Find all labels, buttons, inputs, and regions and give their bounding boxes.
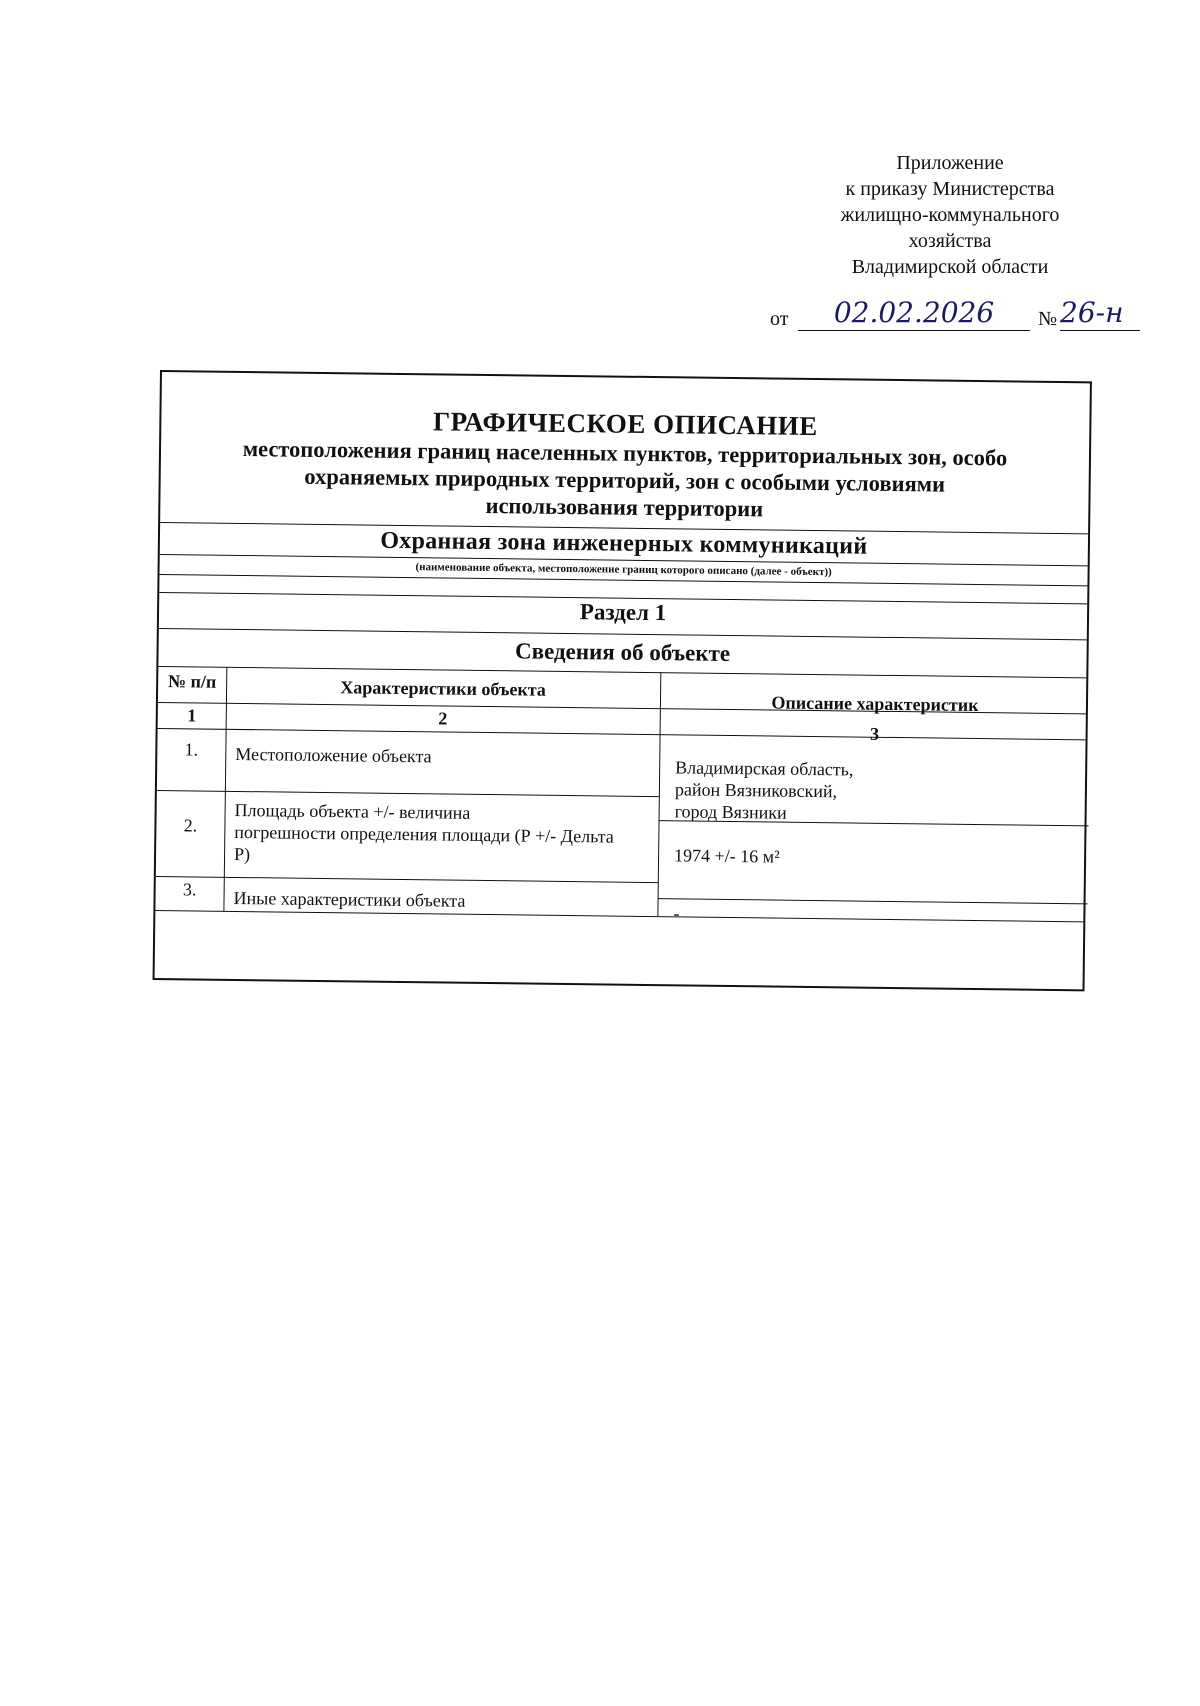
object-caption: (наименование объекта, местоположение границ которого описано (далее - объект))	[415, 561, 832, 579]
row-2-characteristic-line: Площадь объекта +/- величина	[234, 799, 471, 823]
appendix-line: Владимирской области	[851, 256, 1049, 278]
row-2-num: 2.	[183, 815, 198, 836]
header-description: Описание характеристик	[771, 692, 979, 716]
row-1-description	[675, 756, 1086, 827]
table-row-divider	[157, 790, 659, 797]
document-title: ГРАФИЧЕСКОЕ ОПИСАНИЕ	[432, 406, 818, 442]
appendix-line: жилищно-коммунального	[840, 204, 1060, 226]
row-1-description-line: город Вязники	[674, 801, 787, 823]
table-row-divider	[156, 876, 658, 883]
title-block	[160, 402, 1089, 526]
row-1-num: 1.	[184, 739, 199, 760]
order-number-handwritten: 26-н	[1060, 296, 1140, 331]
row-1-description-line: район Вязниковский,	[674, 779, 838, 802]
row-2-description: 1974 +/- 16 м²	[673, 845, 780, 867]
appendix-header	[800, 150, 1100, 280]
col-number-1: 1	[187, 705, 197, 726]
row-3-characteristic: Иные характеристики объекта	[233, 887, 466, 911]
appendix-line: хозяйства	[908, 230, 992, 252]
row-3-num: 3.	[182, 879, 197, 900]
document-subtitle-line: использования территории	[485, 492, 764, 522]
header-characteristic: Характеристики объекта	[340, 677, 546, 700]
col-number-2: 2	[438, 708, 448, 729]
col-number-3: 3	[869, 723, 880, 744]
description-frame	[153, 370, 1092, 991]
section-title: Раздел 1	[579, 599, 667, 626]
row-3-description: -	[673, 903, 680, 924]
row-2-characteristic	[234, 799, 655, 870]
order-number-sign: №	[1038, 308, 1058, 330]
row-1-characteristic: Местоположение объекта	[235, 743, 432, 767]
section-subtitle: Сведения об объекте	[514, 638, 731, 666]
row-1-description-line: Владимирская область,	[675, 757, 854, 780]
order-line	[770, 296, 1150, 340]
object-name: Охранная зона инженерных коммуникаций	[380, 527, 868, 560]
appendix-line: к приказу Министерства	[845, 178, 1055, 200]
row-2-characteristic-line: Р)	[233, 843, 251, 865]
order-date-handwritten: 02.02.2026	[798, 296, 1030, 331]
order-prefix: от	[770, 308, 789, 330]
document-subtitle-line: местоположения границ населенных пунктов, территориальных зон, особо	[242, 436, 1008, 471]
row-2-characteristic-line: погрешности определения площади (Р +/- Дельта	[234, 821, 614, 847]
document-subtitle-line: охраняемых природных территорий, зон с особыми условиями	[304, 463, 946, 497]
header-num: № п/п	[167, 671, 217, 692]
appendix-line: Приложение	[896, 152, 1004, 174]
